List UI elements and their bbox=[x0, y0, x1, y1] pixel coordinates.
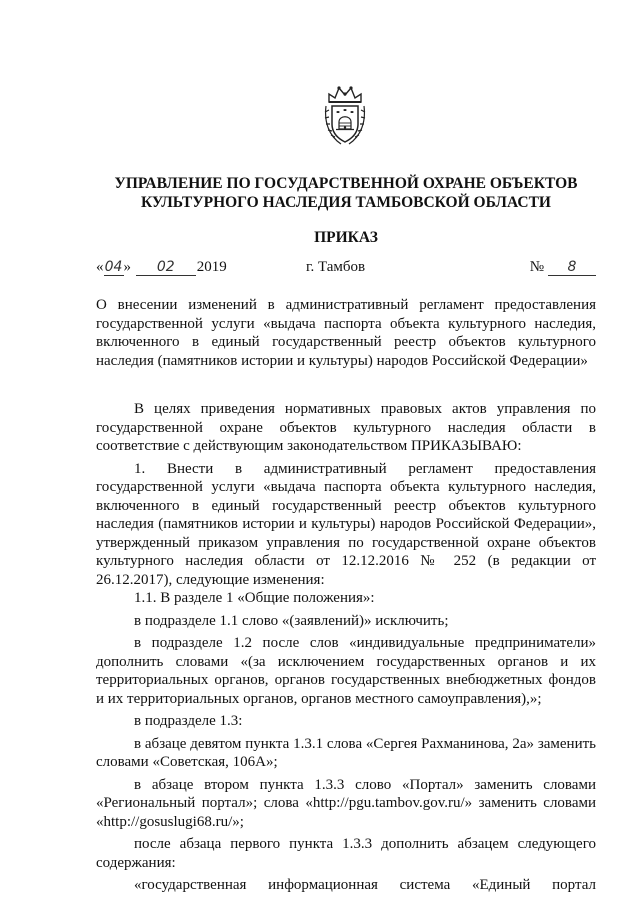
org-title-line-1: УПРАВЛЕНИЕ ПО ГОСУДАРСТВЕННОЙ ОХРАНЕ ОБЪЕКТОВ bbox=[114, 175, 578, 192]
date-line bbox=[96, 259, 596, 281]
org-title-line-2: КУЛЬТУРНОГО НАСЛЕДИЯ ТАМБОВСКОЙ ОБЛАСТИ bbox=[141, 194, 551, 211]
body-paragraph: 1. Внести в административный регламент предоставления государственной услуги «выдача паспорта объекта культурного наследия, включенного в единый государственный реестр объектов культурного наследия (памятников истории и культуры) народов Российской Федерации», утвержденный приказом управления по государственной охране объектов культурного наследия области от 12.12.2016 № 252 (в редакции от 26.12.2017), следующие изменения: bbox=[96, 460, 596, 588]
handwritten-day: 04 bbox=[104, 259, 123, 275]
order-subject: О внесении изменений в административный регламент предоставления государственной услуги «выдача паспорта объекта культурного наследия, включенного в единый государственный реестр объектов культурного наследия (памятников истории и культуры) народов Российской Федерации» bbox=[96, 297, 596, 369]
city-name: г. Тамбов bbox=[306, 259, 366, 275]
order-body bbox=[96, 400, 596, 899]
handwritten-number: 8 bbox=[548, 260, 596, 276]
body-paragraph: В целях приведения нормативных правовых актов управления по государственной охране объектов культурного наследия области в соответствие с действующим законодательством ПРИКАЗЫВАЮ: bbox=[96, 401, 596, 454]
body-paragraph: в абзаце девятом пункта 1.3.1 слова «Сергея Рахманинова, 2а» заменить словами «Советская, 106А»; bbox=[96, 735, 596, 770]
order-number: № 8 bbox=[530, 259, 596, 276]
coat-of-arms-icon bbox=[321, 84, 369, 148]
order-year: 2019 bbox=[196, 259, 227, 275]
handwritten-month: 02 bbox=[136, 260, 196, 276]
body-paragraph: после абзаца первого пункта 1.3.3 дополнить абзацем следующего содержания: bbox=[96, 836, 596, 871]
body-paragraph: в подразделе 1.3: bbox=[134, 713, 243, 729]
doc-type-heading: ПРИКАЗ bbox=[314, 229, 378, 246]
body-paragraph: «государственная информационная система «Единый портал bbox=[134, 877, 596, 893]
order-date: «04» 02 2019 bbox=[96, 259, 227, 275]
body-paragraph: 1.1. В разделе 1 «Общие положения»: bbox=[134, 590, 375, 606]
body-paragraph: в абзаце втором пункта 1.3.3 слово «Портал» заменить словами «Региональный портал»; слова «http://pgu.tambov.gov.ru/» заменить словами «http://gosuslugi68.ru/»; bbox=[96, 776, 596, 830]
body-paragraph: в подразделе 1.1 слово «(заявлений)» исключить; bbox=[134, 612, 449, 629]
body-paragraph: в подразделе 1.2 после слов «индивидуальные предприниматели» дополнить словами «(за исключением государственных органов и их территориальных органов, органов государственных внебюджетных фондов и их территориальных органов, органов местного самоуправления),»; bbox=[96, 635, 596, 707]
